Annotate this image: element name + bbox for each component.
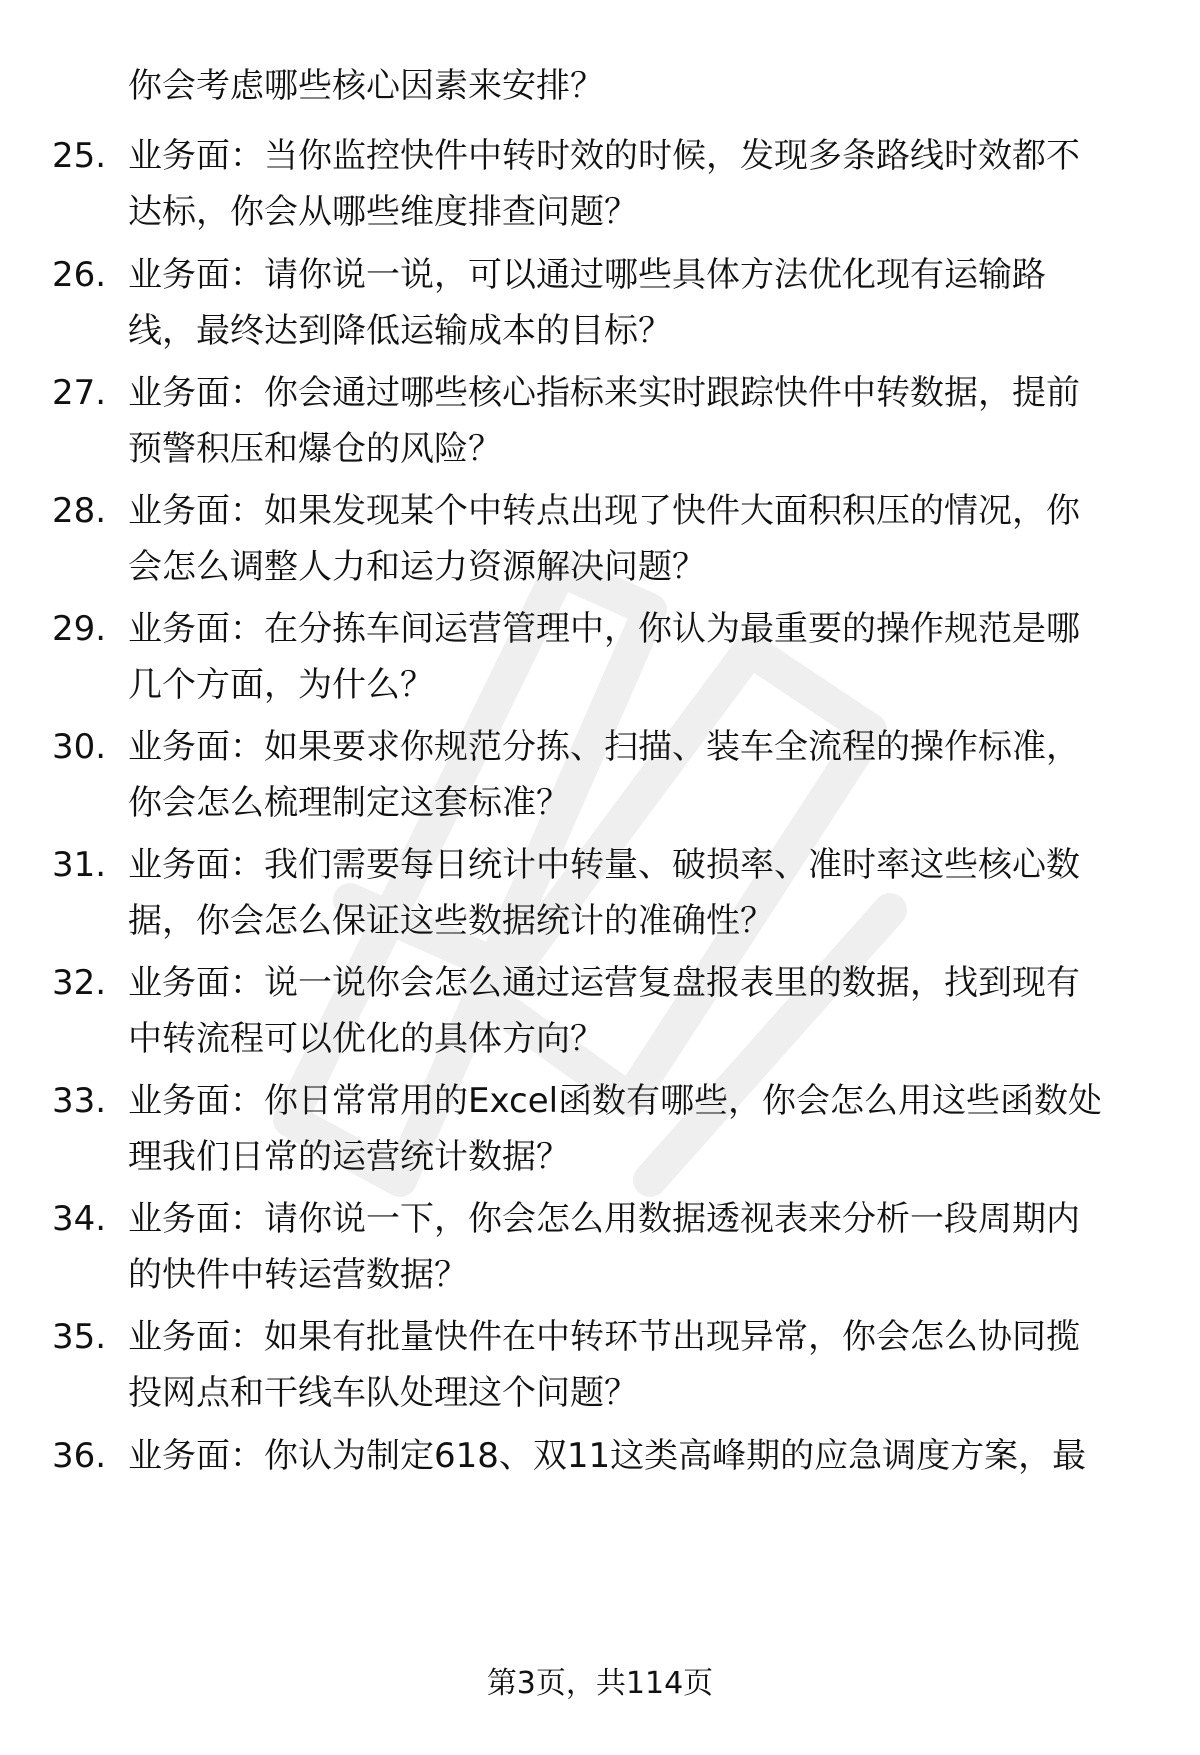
question-text (128, 719, 1168, 831)
question-text (128, 483, 1168, 595)
question-line: 会怎么调整人力和运力资源解决问题？ (128, 547, 706, 587)
question-line: 线，最终达到降低运输成本的目标？ (128, 311, 672, 351)
question-number: 29. (52, 609, 107, 649)
continuation-line: 你会考虑哪些核心因素来安排？ (128, 66, 604, 106)
question-line: 业务面：你会通过哪些核心指标来实时跟踪快件中转数据，提前 (128, 373, 1080, 413)
question-line: 业务面：如果要求你规范分拣、扫描、装车全流程的操作标准， (128, 727, 1080, 767)
question-line: 业务面：请你说一说，可以通过哪些具体方法优化现有运输路 (128, 255, 1046, 295)
question-line: 几个方面，为什么？ (128, 665, 434, 705)
question-number: 30. (52, 727, 107, 767)
question-number: 26. (52, 255, 107, 295)
question-number: 34. (52, 1199, 107, 1239)
question-text (128, 601, 1168, 713)
question-line: 业务面：说一说你会怎么通过运营复盘报表里的数据，找到现有 (128, 963, 1080, 1003)
question-text (128, 837, 1168, 949)
question-text (128, 1428, 1168, 1484)
question-line: 投网点和干线车队处理这个问题？ (128, 1373, 638, 1413)
question-line: 业务面：请你说一下，你会怎么用数据透视表来分析一段周期内 (128, 1199, 1080, 1239)
question-line: 业务面：你认为制定618、双11这类高峰期的应急调度方案，最 (128, 1436, 1087, 1476)
question-number: 25. (52, 136, 107, 176)
question-text (128, 1309, 1168, 1421)
question-line: 预警积压和爆仓的风险？ (128, 429, 502, 469)
question-line: 业务面：当你监控快件中转时效的时候，发现多条路线时效都不 (128, 136, 1080, 176)
question-number: 32. (52, 963, 107, 1003)
question-text (128, 955, 1168, 1067)
page-footer: 第3页，共114页 (486, 1666, 714, 1701)
question-line: 理我们日常的运营统计数据？ (128, 1137, 570, 1177)
question-line: 业务面：如果发现某个中转点出现了快件大面积积压的情况，你 (128, 491, 1080, 531)
question-number: 28. (52, 491, 107, 531)
question-number: 36. (52, 1436, 107, 1476)
question-line: 你会怎么梳理制定这套标准？ (128, 783, 570, 823)
question-text (128, 247, 1168, 359)
question-line: 的快件中转运营数据？ (128, 1255, 468, 1295)
question-line: 业务面：如果有批量快件在中转环节出现异常，你会怎么协同揽 (128, 1317, 1080, 1357)
question-line: 业务面：我们需要每日统计中转量、破损率、准时率这些核心数 (128, 845, 1080, 885)
question-line: 达标，你会从哪些维度排查问题？ (128, 192, 638, 232)
question-number: 27. (52, 373, 107, 413)
question-line: 据，你会怎么保证这些数据统计的准确性？ (128, 901, 774, 941)
question-number: 31. (52, 845, 107, 885)
question-line: 业务面：你日常常用的Excel函数有哪些，你会怎么用这些函数处 (128, 1081, 1103, 1121)
question-text (128, 128, 1168, 240)
question-text (128, 365, 1168, 477)
question-line: 业务面：在分拣车间运营管理中，你认为最重要的操作规范是哪 (128, 609, 1080, 649)
question-line: 中转流程可以优化的具体方向？ (128, 1019, 604, 1059)
question-number: 33. (52, 1081, 107, 1121)
question-text (128, 1191, 1168, 1303)
question-number: 35. (52, 1317, 107, 1357)
question-text (128, 1073, 1168, 1185)
